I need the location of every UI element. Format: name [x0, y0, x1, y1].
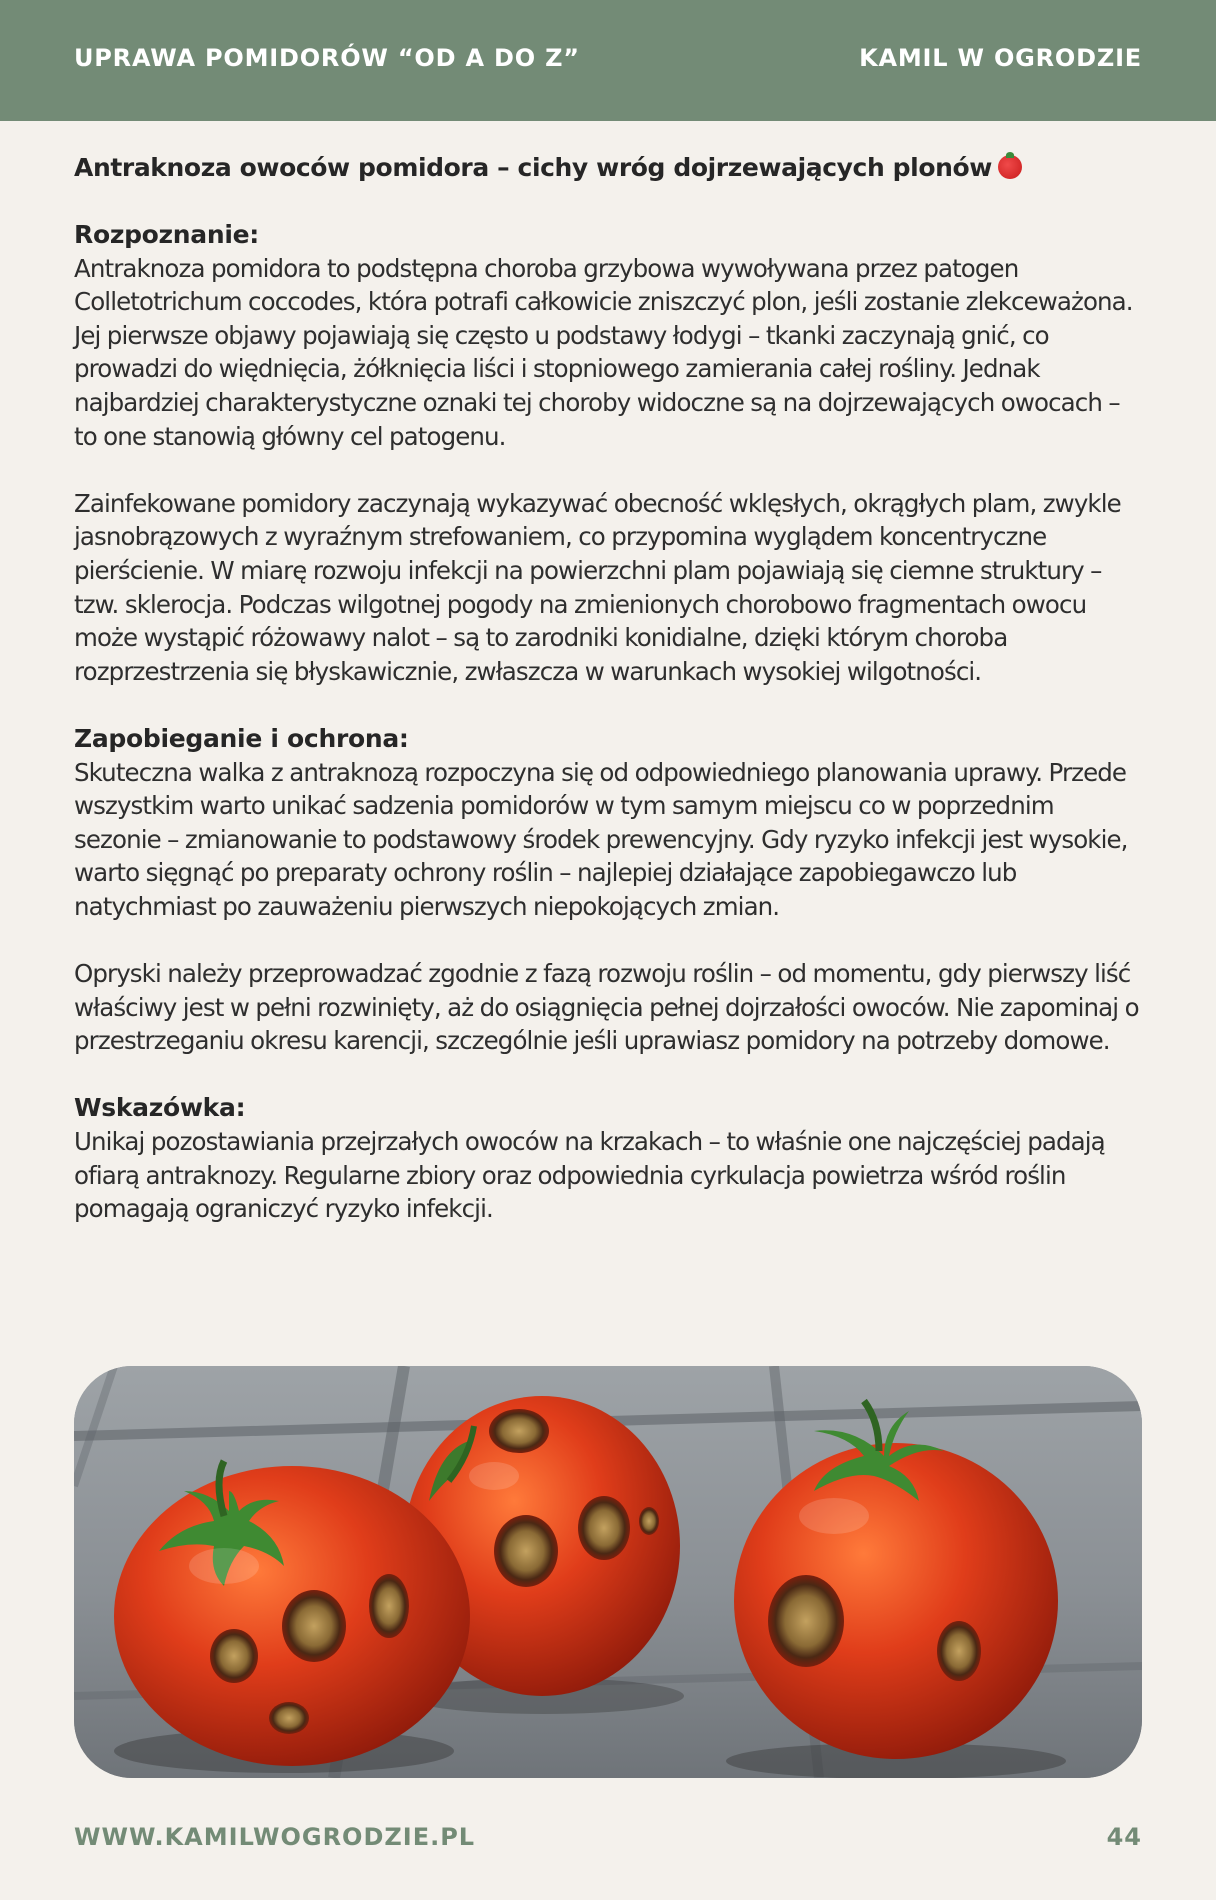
- article-body: [74, 151, 1144, 1259]
- article-title: [74, 151, 1144, 185]
- section-heading-zapobieganie: Zapobieganie i ochrona:: [74, 723, 409, 753]
- paragraph-wskazowka-1: Unikaj pozostawiania przejrzałych owoców na krzakach – to właśnie one najczęściej padają ofiarą antraknozy. Regularne zbiory oraz odpowiednia cyrkulacja powietrza wśród roślin pomagają ograniczyć ryzyko infekcji.: [74, 1127, 1105, 1224]
- article-title-text: Antraknoza owoców pomidora – cichy wróg dojrzewających plonów: [74, 153, 992, 182]
- section-heading-rozpoznanie: Rozpoznanie:: [74, 220, 259, 249]
- paragraph-rozpoznanie-2: Zainfekowane pomidory zaczynają wykazywać obecność wklęsłych, okrągłych plam, zwykle jasnobrązowych z wyraźnym strefowaniem, co przypomina wyglądem koncentryczne pierścienie. W miarę rozwoju infekcji na powierzchni plam pojawiają się ciemne struktury – tzw. sklerocja. Podczas wilgotnej pogody na zmienionych chorobowo fragmentach owocu może wystąpić różowawy nalot – są to zarodniki konidialne, dzięki którym choroba rozprzestrzenia się błyskawicznie, zwłaszcza w warunkach wysokiej wilgotności.: [74, 488, 1121, 686]
- brand-name: KAMIL W OGRODZIE: [859, 44, 1142, 72]
- page-number: 44: [1106, 1823, 1142, 1851]
- paragraph-rozpoznanie-1: Antraknoza pomidora to podstępna choroba grzybowa wywoływana przez patogen Colletotrichum coccodes, która potrafi całkowicie zniszczyć plon, jeśli zostanie zlekceważona. Jej pierwsze objawy pojawiają się często u podstawy łodygi – tkanki zaczynają gnić, co prowadzi do więdnięcia, żółknięcia liści i stopniowego zamierania całej rośliny. Jednak najbardziej charakterystyczne oznaki tej choroby widoczne są na dojrzewających owocach – to one stanowią główny cel patogenu.: [74, 253, 1133, 451]
- tomato-icon: [998, 155, 1022, 179]
- paragraph-zapobieganie-1: Skuteczna walka z antraknozą rozpoczyna się od odpowiedniego planowania uprawy. Przede wszystkim warto unikać sadzenia pomidorów w tym samym miejscu co w poprzednim sezonie – zmianowanie to podstawowy środek prewencyjny. Gdy ryzyko infekcji jest wysokie, warto sięgnąć po preparaty ochrony roślin – najlepiej działające zapobiegawczo lub natychmiast po zauważeniu pierwszych niepokojących zmian.: [74, 757, 1128, 921]
- section-heading-wskazowka: Wskazówka:: [74, 1093, 246, 1123]
- book-title: UPRAWA POMIDORÓW “OD A DO Z”: [74, 44, 580, 72]
- tomato-anthracnose-photo: [74, 1366, 1142, 1778]
- paragraph-zapobieganie-2: Opryski należy przeprowadzać zgodnie z fazą rozwoju roślin – od momentu, gdy pierwszy liść właściwy jest w pełni rozwinięty, aż do osiągnięcia pełnej dojrzałości owoców. Nie zapominaj o przestrzeganiu okresu karencji, szczególnie jeśli uprawiasz pomidory na potrzeby domowe.: [74, 959, 1139, 1056]
- website-link[interactable]: WWW.KAMILWOGRODZIE.PL: [74, 1823, 476, 1851]
- page-header: [0, 0, 1216, 121]
